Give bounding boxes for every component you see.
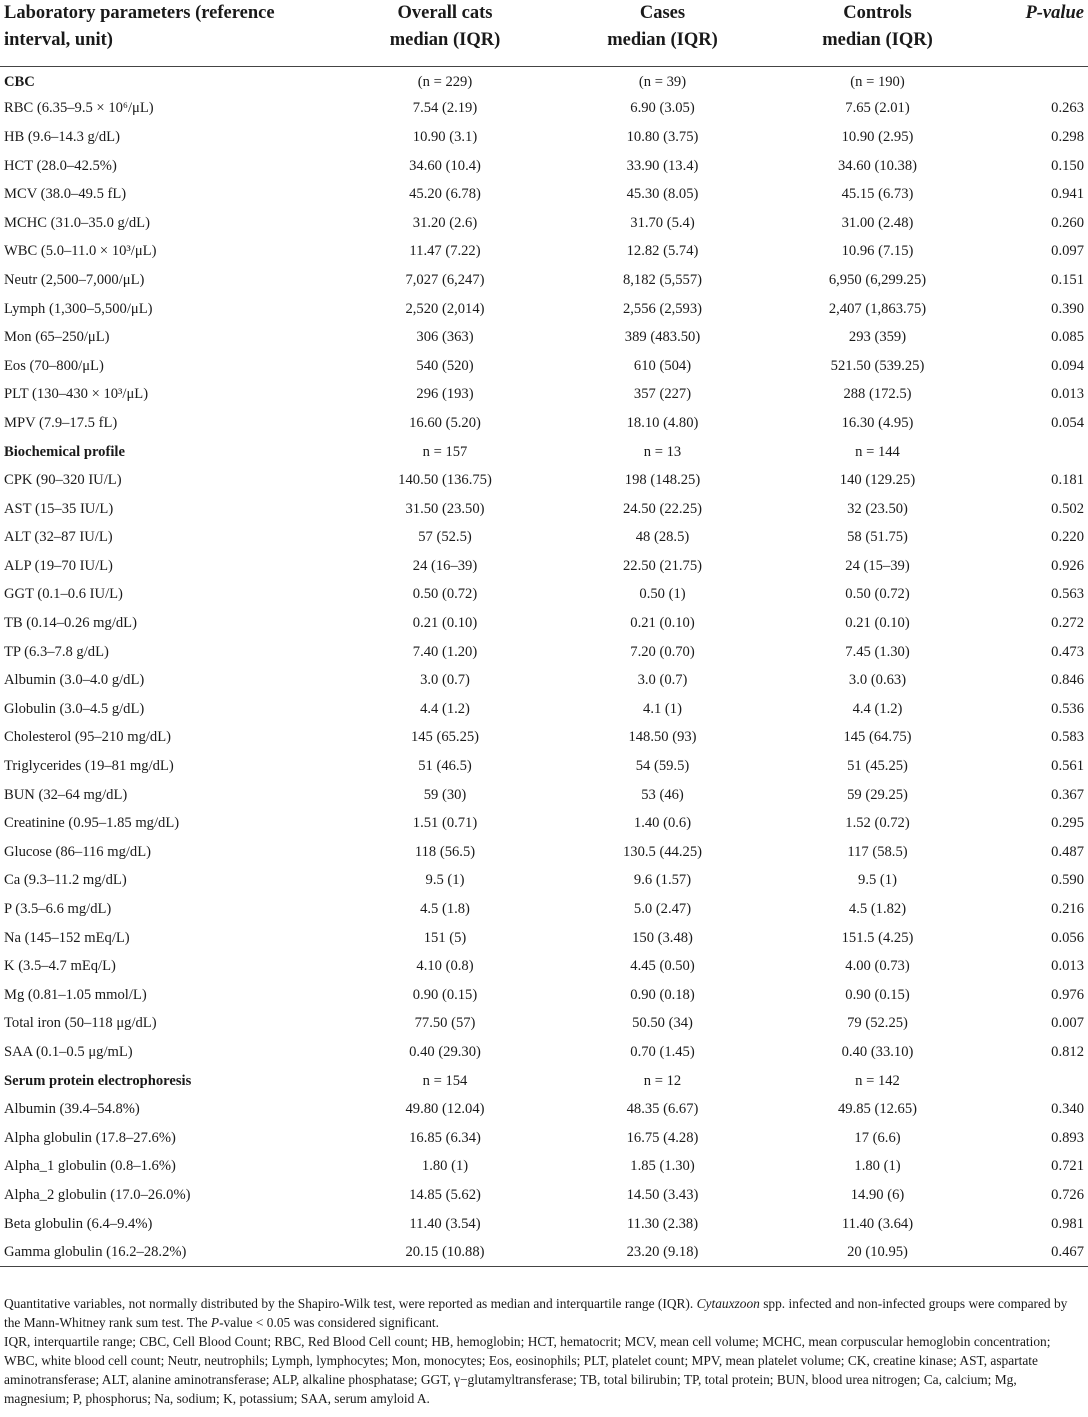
controls-cell: 140 (129.25) bbox=[839, 472, 916, 489]
header-overall: Overall cats median (IQR) bbox=[389, 3, 501, 50]
parameter-cell: Albumin (3.0–4.0 g/dL) bbox=[4, 672, 145, 689]
controls-cell: 151.5 (4.25) bbox=[841, 929, 914, 946]
p-value-cell: 0.536 bbox=[1051, 700, 1084, 717]
cases-cell: 6.90 (3.05) bbox=[630, 100, 695, 117]
overall-cell: 45.20 (6.78) bbox=[409, 186, 481, 203]
table-row bbox=[0, 638, 1088, 667]
overall-cell: 57 (52.5) bbox=[418, 529, 472, 546]
overall-cell: 3.0 (0.7) bbox=[420, 672, 470, 689]
table-row bbox=[0, 1238, 1088, 1267]
overall-cell: (n = 229) bbox=[417, 74, 473, 91]
table-row bbox=[0, 409, 1088, 438]
controls-cell: 145 (64.75) bbox=[843, 729, 912, 746]
p-value-cell: 0.097 bbox=[1051, 243, 1084, 260]
p-value-cell: 0.007 bbox=[1051, 1015, 1084, 1032]
cases-cell: 357 (227) bbox=[633, 386, 692, 403]
overall-cell: 1.51 (0.71) bbox=[412, 815, 478, 832]
controls-cell: 16.30 (4.95) bbox=[841, 414, 914, 431]
cases-cell: n = 12 bbox=[643, 1072, 682, 1089]
overall-cell: 306 (363) bbox=[416, 329, 474, 346]
table-row bbox=[0, 266, 1088, 295]
p-value-cell: 0.085 bbox=[1051, 329, 1084, 346]
p-value-cell: 0.272 bbox=[1051, 615, 1084, 632]
parameter-cell: ALP (19–70 IU/L) bbox=[4, 557, 113, 574]
table-row bbox=[0, 238, 1088, 267]
overall-cell: 4.10 (0.8) bbox=[416, 958, 474, 975]
parameter-cell: P (3.5–6.6 mg/dL) bbox=[4, 901, 112, 918]
parameter-cell: HB (9.6–14.3 g/dL) bbox=[4, 128, 120, 145]
cases-cell: 2,556 (2,593) bbox=[622, 300, 703, 317]
controls-cell: 20 (10.95) bbox=[847, 1243, 908, 1260]
controls-cell: 32 (23.50) bbox=[847, 500, 908, 517]
table-row bbox=[0, 752, 1088, 781]
table-row bbox=[0, 95, 1088, 124]
parameter-cell: CPK (90–320 IU/L) bbox=[4, 472, 122, 489]
table-row bbox=[0, 323, 1088, 352]
parameter-cell: Globulin (3.0–4.5 g/dL) bbox=[4, 700, 145, 717]
p-value-cell: 0.181 bbox=[1051, 472, 1084, 489]
table-row bbox=[0, 123, 1088, 152]
table-row bbox=[0, 895, 1088, 924]
p-value-cell: 0.263 bbox=[1051, 100, 1084, 117]
cases-cell: 4.1 (1) bbox=[643, 700, 682, 717]
p-value-cell: 0.473 bbox=[1051, 643, 1084, 660]
table-row bbox=[0, 695, 1088, 724]
parameter-cell: Ca (9.3–11.2 mg/dL) bbox=[4, 872, 127, 889]
parameter-cell: Mon (65–250/μL) bbox=[4, 329, 110, 346]
controls-cell: 4.00 (0.73) bbox=[845, 958, 910, 975]
overall-cell: 10.90 (3.1) bbox=[412, 128, 478, 145]
overall-cell: 151 (5) bbox=[423, 929, 467, 946]
parameter-cell: MPV (7.9–17.5 fL) bbox=[4, 414, 118, 431]
cases-cell: 11.30 (2.38) bbox=[626, 1215, 699, 1232]
parameter-cell: RBC (6.35–9.5 × 10⁶/μL) bbox=[4, 100, 154, 117]
cases-cell: 48.35 (6.67) bbox=[626, 1101, 699, 1118]
overall-cell: 4.5 (1.8) bbox=[420, 901, 470, 918]
p-value-cell bbox=[990, 1067, 1088, 1096]
cases-cell: 31.70 (5.4) bbox=[630, 214, 695, 231]
controls-cell: n = 142 bbox=[855, 1072, 900, 1089]
p-value-cell: 0.054 bbox=[1051, 414, 1084, 431]
overall-cell: 16.60 (5.20) bbox=[409, 414, 481, 431]
controls-cell: 288 (172.5) bbox=[843, 386, 912, 403]
controls-cell: 0.90 (0.15) bbox=[845, 986, 910, 1003]
overall-cell: 0.21 (0.10) bbox=[412, 615, 478, 632]
cases-cell: 33.90 (13.4) bbox=[626, 157, 699, 174]
parameter-cell: K (3.5–4.7 mEq/L) bbox=[4, 958, 116, 975]
cases-cell: 198 (148.25) bbox=[624, 472, 701, 489]
table-row bbox=[0, 1124, 1088, 1153]
controls-cell: 34.60 (10.38) bbox=[837, 157, 918, 174]
section-row bbox=[0, 438, 1088, 467]
overall-cell: n = 154 bbox=[422, 1072, 468, 1089]
overall-cell: 31.50 (23.50) bbox=[405, 500, 485, 517]
p-value-cell bbox=[990, 438, 1088, 467]
parameter-cell: TB (0.14–0.26 mg/dL) bbox=[4, 615, 137, 632]
cases-cell: 45.30 (8.05) bbox=[626, 186, 699, 203]
controls-cell: (n = 190) bbox=[850, 74, 905, 91]
controls-cell: 51 (45.25) bbox=[847, 758, 908, 775]
cases-cell: 8,182 (5,557) bbox=[622, 271, 703, 288]
table-row bbox=[0, 981, 1088, 1010]
overall-cell: 4.4 (1.2) bbox=[420, 700, 470, 717]
parameter-cell: GGT (0.1–0.6 IU/L) bbox=[4, 586, 123, 603]
parameter-cell: Mg (0.81–1.05 mmol/L) bbox=[4, 986, 147, 1003]
p-value-cell: 0.151 bbox=[1051, 271, 1084, 288]
p-value-cell: 0.056 bbox=[1051, 929, 1084, 946]
overall-cell: 0.90 (0.15) bbox=[412, 986, 478, 1003]
section-row bbox=[0, 66, 1088, 95]
controls-cell: 0.21 (0.10) bbox=[845, 615, 910, 632]
p-value-cell: 0.846 bbox=[1051, 672, 1084, 689]
parameter-cell: HCT (28.0–42.5%) bbox=[4, 157, 117, 174]
p-value-cell: 0.013 bbox=[1051, 958, 1084, 975]
overall-cell: 7,027 (6,247) bbox=[405, 271, 485, 288]
table-row bbox=[0, 867, 1088, 896]
controls-cell: 11.40 (3.64) bbox=[841, 1215, 914, 1232]
table-row bbox=[0, 724, 1088, 753]
parameter-cell: Alpha_1 globulin (0.8–1.6%) bbox=[4, 1158, 176, 1175]
parameter-cell: Total iron (50–118 μg/dL) bbox=[4, 1015, 157, 1032]
cases-cell: 130.5 (44.25) bbox=[622, 843, 703, 860]
p-value-cell: 0.502 bbox=[1051, 500, 1084, 517]
cases-cell: 7.20 (0.70) bbox=[630, 643, 695, 660]
parameter-cell: Gamma globulin (16.2–28.2%) bbox=[4, 1243, 187, 1260]
table-row bbox=[0, 1038, 1088, 1067]
overall-cell: 296 (193) bbox=[416, 386, 474, 403]
p-value-cell: 0.094 bbox=[1051, 357, 1084, 374]
cases-cell: 4.45 (0.50) bbox=[630, 958, 695, 975]
cases-cell: 22.50 (21.75) bbox=[622, 557, 703, 574]
parameter-cell: ALT (32–87 IU/L) bbox=[4, 529, 113, 546]
controls-cell: 0.50 (0.72) bbox=[845, 586, 910, 603]
p-value-cell: 0.812 bbox=[1051, 1043, 1084, 1060]
controls-cell: 49.85 (12.65) bbox=[837, 1101, 918, 1118]
overall-cell: 34.60 (10.4) bbox=[409, 157, 481, 174]
parameter-cell: AST (15–35 IU/L) bbox=[4, 500, 114, 517]
table-row bbox=[0, 924, 1088, 953]
cases-cell: 12.82 (5.74) bbox=[626, 243, 699, 260]
overall-cell: 7.40 (1.20) bbox=[412, 643, 478, 660]
parameter-cell: BUN (32–64 mg/dL) bbox=[4, 786, 128, 803]
overall-cell: 59 (30) bbox=[423, 786, 467, 803]
p-value-cell: 0.150 bbox=[1051, 157, 1084, 174]
table-row bbox=[0, 1095, 1088, 1124]
table-footnotes bbox=[4, 1294, 1084, 1408]
cases-cell: 148.50 (93) bbox=[628, 729, 697, 746]
cases-cell: (n = 39) bbox=[638, 74, 687, 91]
parameter-cell: MCHC (31.0–35.0 g/dL) bbox=[4, 214, 150, 231]
table-row bbox=[0, 466, 1088, 495]
controls-cell: 10.90 (2.95) bbox=[841, 128, 914, 145]
controls-cell: 17 (6.6) bbox=[854, 1129, 901, 1146]
cases-cell: n = 13 bbox=[643, 443, 682, 460]
p-value-cell: 0.941 bbox=[1051, 186, 1084, 203]
overall-cell: 7.54 (2.19) bbox=[412, 100, 478, 117]
table-row bbox=[0, 295, 1088, 324]
table-row bbox=[0, 209, 1088, 238]
table-row bbox=[0, 524, 1088, 553]
p-value-cell: 0.487 bbox=[1051, 843, 1084, 860]
controls-cell: 59 (29.25) bbox=[847, 786, 908, 803]
table-header bbox=[0, 0, 1088, 66]
table-row bbox=[0, 666, 1088, 695]
parameter-cell: Biochemical profile bbox=[4, 443, 125, 460]
controls-cell: 58 (51.75) bbox=[847, 529, 908, 546]
overall-cell: 11.40 (3.54) bbox=[409, 1215, 481, 1232]
cases-cell: 5.0 (2.47) bbox=[633, 901, 692, 918]
table-row bbox=[0, 952, 1088, 981]
parameter-cell: TP (6.3–7.8 g/dL) bbox=[4, 643, 109, 660]
parameter-cell: Eos (70–800/μL) bbox=[4, 357, 104, 374]
table-body bbox=[0, 66, 1088, 1267]
cases-cell: 14.50 (3.43) bbox=[626, 1186, 699, 1203]
controls-cell: 79 (52.25) bbox=[847, 1015, 908, 1032]
overall-cell: n = 157 bbox=[422, 443, 468, 460]
parameter-cell: Serum protein electrophoresis bbox=[4, 1072, 192, 1089]
p-value-cell: 0.340 bbox=[1051, 1101, 1084, 1118]
table-row bbox=[0, 381, 1088, 410]
controls-cell: 9.5 (1) bbox=[858, 872, 897, 889]
controls-cell: 45.15 (6.73) bbox=[841, 186, 914, 203]
overall-cell: 9.5 (1) bbox=[425, 872, 465, 889]
controls-cell: 2,407 (1,863.75) bbox=[828, 300, 927, 317]
header-controls: Controls median (IQR) bbox=[822, 3, 933, 50]
controls-cell: 7.45 (1.30) bbox=[845, 643, 910, 660]
p-value-cell: 0.726 bbox=[1051, 1186, 1084, 1203]
p-value-cell: 0.216 bbox=[1051, 901, 1084, 918]
table-row bbox=[0, 609, 1088, 638]
parameter-cell: Albumin (39.4–54.8%) bbox=[4, 1101, 140, 1118]
overall-cell: 20.15 (10.88) bbox=[405, 1243, 485, 1260]
overall-cell: 49.80 (12.04) bbox=[405, 1101, 485, 1118]
controls-cell: 7.65 (2.01) bbox=[845, 100, 910, 117]
cases-cell: 48 (28.5) bbox=[635, 529, 690, 546]
table-row bbox=[0, 581, 1088, 610]
p-value-cell: 0.298 bbox=[1051, 128, 1084, 145]
cases-cell: 3.0 (0.7) bbox=[637, 672, 688, 689]
overall-cell: 24 (16–39) bbox=[412, 557, 478, 574]
parameter-cell: WBC (5.0–11.0 × 10³/μL) bbox=[4, 243, 157, 260]
parameter-cell: Glucose (86–116 mg/dL) bbox=[4, 843, 151, 860]
cases-cell: 0.21 (0.10) bbox=[630, 615, 695, 632]
cases-cell: 610 (504) bbox=[633, 357, 692, 374]
parameter-cell: CBC bbox=[4, 74, 35, 91]
table-row bbox=[0, 1210, 1088, 1239]
header-p-value: P-value bbox=[1025, 3, 1084, 23]
overall-cell: 51 (46.5) bbox=[418, 758, 472, 775]
controls-cell: 293 (359) bbox=[848, 329, 907, 346]
parameter-cell: Neutr (2,500–7,000/μL) bbox=[4, 271, 145, 288]
p-value-cell: 0.013 bbox=[1051, 386, 1084, 403]
cases-cell: 54 (59.5) bbox=[635, 758, 690, 775]
overall-cell: 0.40 (29.30) bbox=[409, 1043, 481, 1060]
overall-cell: 16.85 (6.34) bbox=[409, 1129, 481, 1146]
overall-cell: 145 (65.25) bbox=[410, 729, 480, 746]
table-row bbox=[0, 152, 1088, 181]
overall-cell: 140.50 (136.75) bbox=[398, 472, 492, 489]
p-value-cell bbox=[990, 66, 1088, 95]
p-value-cell: 0.390 bbox=[1051, 300, 1084, 317]
overall-cell: 118 (56.5) bbox=[414, 843, 476, 860]
table-row bbox=[0, 495, 1088, 524]
overall-cell: 0.50 (0.72) bbox=[412, 586, 478, 603]
cases-cell: 1.85 (1.30) bbox=[630, 1158, 695, 1175]
table-row bbox=[0, 1153, 1088, 1182]
controls-cell: 24 (15–39) bbox=[845, 557, 910, 574]
p-value-cell: 0.220 bbox=[1051, 529, 1084, 546]
table-row bbox=[0, 781, 1088, 810]
header-parameters: Laboratory parameters (reference interval, unit) bbox=[4, 3, 275, 50]
p-value-cell: 0.976 bbox=[1051, 986, 1084, 1003]
p-value-cell: 0.583 bbox=[1051, 729, 1084, 746]
p-value-cell: 0.563 bbox=[1051, 586, 1084, 603]
controls-cell: 10.96 (7.15) bbox=[841, 243, 914, 260]
parameter-cell: Alpha_2 globulin (17.0–26.0%) bbox=[4, 1186, 191, 1203]
header-cases: Cases median (IQR) bbox=[607, 3, 718, 50]
cases-cell: 16.75 (4.28) bbox=[626, 1129, 699, 1146]
p-value-cell: 0.295 bbox=[1051, 815, 1084, 832]
parameter-cell: Lymph (1,300–5,500/μL) bbox=[4, 300, 153, 317]
parameter-cell: Beta globulin (6.4–9.4%) bbox=[4, 1215, 153, 1232]
cases-cell: 0.50 (1) bbox=[639, 586, 686, 603]
cases-cell: 0.70 (1.45) bbox=[630, 1043, 695, 1060]
cases-cell: 18.10 (4.80) bbox=[626, 414, 699, 431]
p-value-cell: 0.561 bbox=[1051, 758, 1084, 775]
p-value-cell: 0.981 bbox=[1051, 1215, 1084, 1232]
controls-cell: 4.5 (1.82) bbox=[848, 901, 907, 918]
controls-cell: 6,950 (6,299.25) bbox=[828, 271, 927, 288]
cases-cell: 23.20 (9.18) bbox=[626, 1243, 699, 1260]
controls-cell: 14.90 (6) bbox=[850, 1186, 905, 1203]
cases-cell: 389 (483.50) bbox=[624, 329, 701, 346]
parameter-cell: Na (145–152 mEq/L) bbox=[4, 929, 130, 946]
parameter-cell: Triglycerides (19–81 mg/dL) bbox=[4, 758, 174, 775]
cases-cell: 50.50 (34) bbox=[632, 1015, 693, 1032]
cases-cell: 53 (46) bbox=[641, 786, 684, 803]
table-row bbox=[0, 809, 1088, 838]
p-value-cell: 0.590 bbox=[1051, 872, 1084, 889]
overall-cell: 11.47 (7.22) bbox=[409, 243, 481, 260]
table-row bbox=[0, 1010, 1088, 1039]
overall-cell: 1.80 (1) bbox=[421, 1158, 469, 1175]
overall-cell: 14.85 (5.62) bbox=[409, 1186, 481, 1203]
table-row bbox=[0, 180, 1088, 209]
table-row bbox=[0, 1181, 1088, 1210]
overall-cell: 540 (520) bbox=[416, 357, 474, 374]
table-row bbox=[0, 352, 1088, 381]
controls-cell: n = 144 bbox=[855, 443, 900, 460]
parameter-cell: PLT (130–430 × 10³/μL) bbox=[4, 386, 149, 403]
controls-cell: 0.40 (33.10) bbox=[841, 1043, 914, 1060]
cases-cell: 1.40 (0.6) bbox=[633, 815, 692, 832]
cases-cell: 0.90 (0.18) bbox=[630, 986, 695, 1003]
controls-cell: 1.80 (1) bbox=[854, 1158, 901, 1175]
parameter-cell: MCV (38.0–49.5 fL) bbox=[4, 186, 127, 203]
cases-cell: 10.80 (3.75) bbox=[626, 128, 699, 145]
parameter-cell: Creatinine (0.95–1.85 mg/dL) bbox=[4, 815, 180, 832]
table-row bbox=[0, 838, 1088, 867]
cases-cell: 24.50 (22.25) bbox=[622, 500, 703, 517]
controls-cell: 117 (58.5) bbox=[847, 843, 908, 860]
p-value-cell: 0.926 bbox=[1051, 557, 1084, 574]
p-value-cell: 0.721 bbox=[1051, 1158, 1084, 1175]
controls-cell: 31.00 (2.48) bbox=[841, 214, 914, 231]
p-value-cell: 0.367 bbox=[1051, 786, 1084, 803]
controls-cell: 1.52 (0.72) bbox=[845, 815, 910, 832]
p-value-cell: 0.467 bbox=[1051, 1243, 1084, 1260]
overall-cell: 77.50 (57) bbox=[414, 1015, 476, 1032]
section-row bbox=[0, 1067, 1088, 1096]
overall-cell: 2,520 (2,014) bbox=[405, 300, 485, 317]
parameter-cell: Cholesterol (95–210 mg/dL) bbox=[4, 729, 171, 746]
overall-cell: 31.20 (2.6) bbox=[412, 214, 478, 231]
parameter-cell: Alpha globulin (17.8–27.6%) bbox=[4, 1129, 176, 1146]
controls-cell: 521.50 (539.25) bbox=[830, 357, 925, 374]
controls-cell: 3.0 (0.63) bbox=[848, 672, 907, 689]
footnote-abbreviations: IQR, interquartile range; CBC, Cell Blood Count; RBC, Red Blood Cell count; HB, hemoglobin; HCT, hematocrit; MCV, mean cell volume; MCHC, mean corpuscular hemoglobin concentration; WBC, white blood cell count; Neutr, neutrophils; Lymph, lymphocytes; Mon, monocytes; Eos, eosinophils; PLT, platelet count; MPV, mean platelet volume; CK, creatine kinase; AST, aspartate aminotransferase; ALT, alanine aminotransferase; ALP, alkaline phosphatase; GGT, γ−glutamyltransferase; TB, total bilirubin; TP, total protein; BUN, blood urea nitrogen; Ca, calcium; Mg, magnesium; P, phosphorus; Na, sodium; K, potassium; SAA, serum amyloid A. bbox=[4, 1334, 1051, 1406]
p-value-cell: 0.893 bbox=[1051, 1129, 1084, 1146]
cases-cell: 9.6 (1.57) bbox=[633, 872, 692, 889]
parameter-cell: SAA (0.1–0.5 μg/mL) bbox=[4, 1043, 133, 1060]
table-row bbox=[0, 552, 1088, 581]
footnote-methods: Quantitative variables, not normally distributed by the Shapiro-Wilk test, were reported as median and interquartile range (IQR). Cytauxzoon spp. infected and non-infected groups were compared by the Mann-Whitney rank sum test. The P-value < 0.05 was considered significant. bbox=[4, 1296, 1068, 1330]
cases-cell: 150 (3.48) bbox=[632, 929, 693, 946]
p-value-cell: 0.260 bbox=[1051, 214, 1084, 231]
controls-cell: 4.4 (1.2) bbox=[852, 700, 903, 717]
